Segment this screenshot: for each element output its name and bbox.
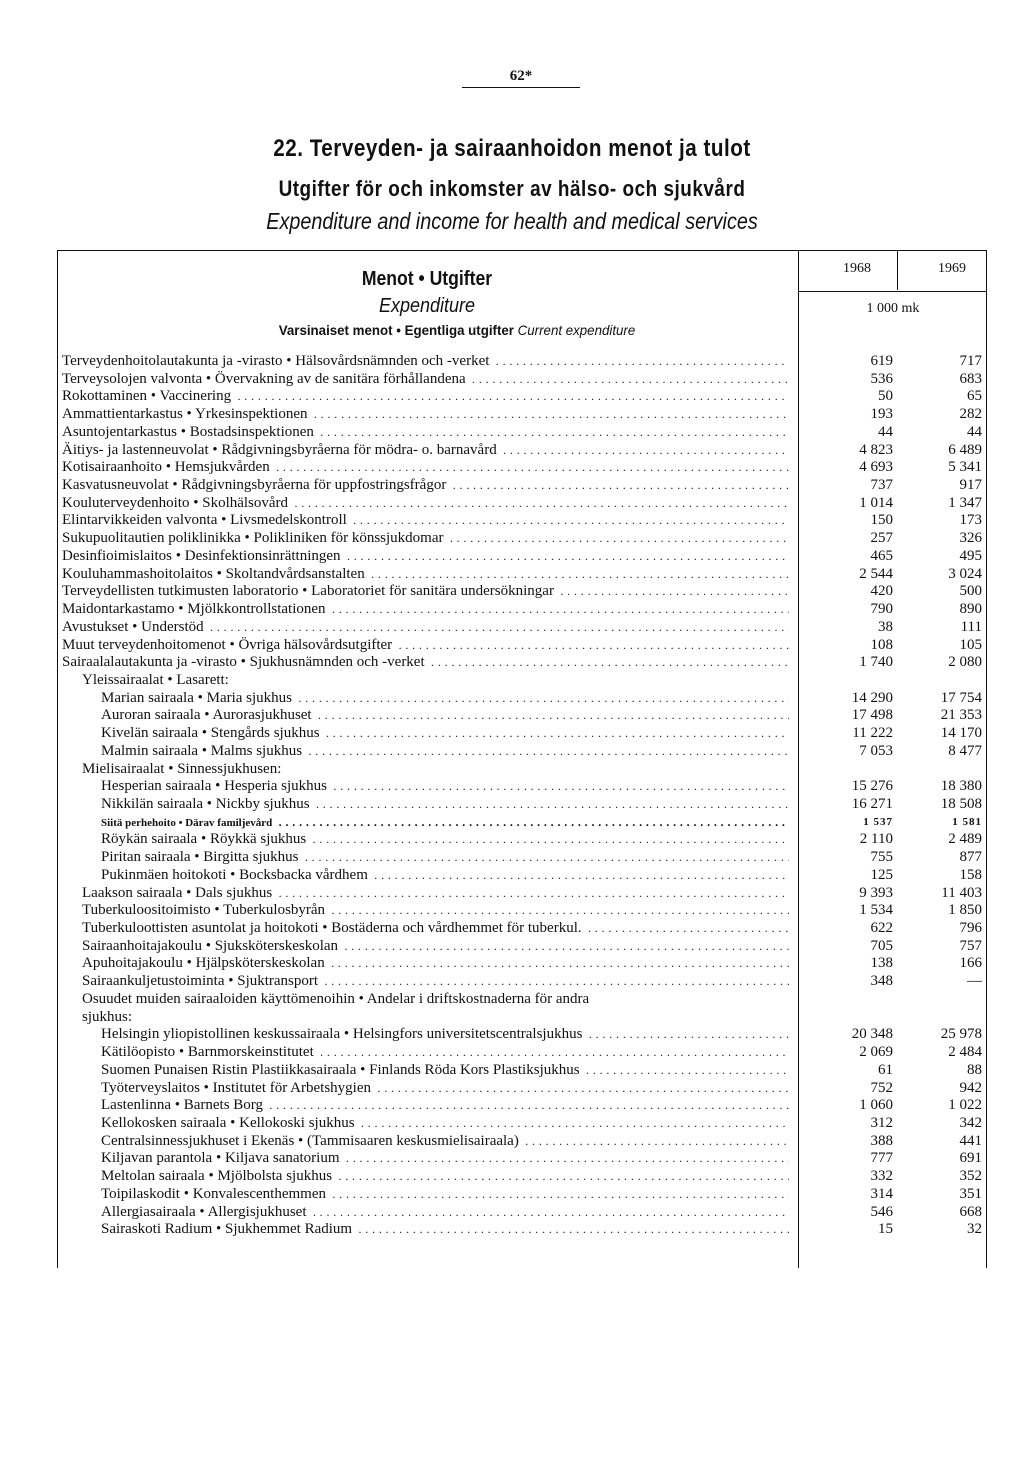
value-1968: 737 xyxy=(870,477,893,494)
row-label xyxy=(82,991,789,1009)
table-row xyxy=(57,601,987,619)
table-row xyxy=(57,743,987,761)
value-1969: 14 170 xyxy=(940,725,982,742)
row-label-text: Lastenlinna • Barnets Borg xyxy=(101,1097,266,1113)
value-1968: 546 xyxy=(870,1203,893,1220)
table-row xyxy=(57,1026,987,1044)
value-1968: 38 xyxy=(878,618,893,635)
value-1969: 25 978 xyxy=(940,1026,982,1043)
table-row xyxy=(57,1062,987,1080)
row-label xyxy=(82,1009,789,1027)
row-label xyxy=(101,1044,789,1062)
row-label-text: Sairaalalautakunta ja -virasto • Sjukhusnämnden och -verket xyxy=(62,654,428,670)
row-label xyxy=(62,530,789,548)
row-label xyxy=(62,512,789,530)
header-expenditure: Expenditure xyxy=(378,295,476,317)
table-row xyxy=(57,902,987,920)
row-label xyxy=(82,920,789,938)
row-label-text: Laakson sairaala • Dals sjukhus xyxy=(82,885,275,901)
table-top-rule xyxy=(57,250,987,251)
row-label xyxy=(62,371,789,389)
value-1969: 18 508 xyxy=(940,796,982,812)
value-1968: 332 xyxy=(870,1168,893,1185)
value-1968: 257 xyxy=(870,530,893,547)
row-label xyxy=(62,459,789,477)
value-1968: 16 271 xyxy=(851,796,893,812)
value-1969: 717 xyxy=(959,353,982,369)
row-label-text: Mielisairaalat • Sinnessjukhusen: xyxy=(82,761,284,777)
row-label-text: Yleissairaalat • Lasarett: xyxy=(82,672,232,688)
table-row xyxy=(57,867,987,885)
row-label-text: Kätilöopisto • Barnmorskeinstitutet xyxy=(101,1044,317,1060)
row-label xyxy=(101,831,789,849)
value-1969: 173 xyxy=(959,512,982,529)
row-label xyxy=(101,707,789,725)
value-1969: 500 xyxy=(959,583,982,600)
value-1968: 15 276 xyxy=(851,778,893,795)
value-1969: 2 080 xyxy=(948,654,982,671)
value-1968: 193 xyxy=(870,406,893,423)
value-1968: 465 xyxy=(870,547,893,564)
value-1968: 420 xyxy=(870,583,893,600)
row-label xyxy=(101,849,789,867)
table-row xyxy=(57,459,987,477)
value-1968: 2 069 xyxy=(859,1044,893,1061)
table-row xyxy=(57,371,987,389)
value-1969: 1 022 xyxy=(948,1097,982,1114)
row-label-text: Rokottaminen • Vaccinering xyxy=(62,388,234,404)
row-label-text: Pukinmäen hoitokoti • Bocksbacka vårdhem xyxy=(101,867,371,883)
table-row xyxy=(57,1009,987,1027)
row-label xyxy=(101,778,789,796)
value-1968: 1 537 xyxy=(863,815,893,828)
value-1968: 7 053 xyxy=(859,742,893,759)
table-row xyxy=(57,583,987,601)
row-label-text: Piritan sairaala • Birgitta sjukhus xyxy=(101,849,301,865)
value-1968: 150 xyxy=(870,512,893,529)
value-1968: 1 534 xyxy=(859,902,893,919)
row-label xyxy=(82,761,789,779)
value-1969: 495 xyxy=(959,547,982,564)
row-label xyxy=(101,867,789,885)
row-label-text: Marian sairaala • Maria sjukhus xyxy=(101,690,295,706)
row-label xyxy=(62,477,789,495)
header-current-expenditure xyxy=(201,322,714,338)
value-1969: 1 347 xyxy=(948,494,982,511)
row-label-text: Siitä perhehoito • Därav familjevård xyxy=(101,817,275,829)
table-row xyxy=(57,707,987,725)
table-row xyxy=(57,619,987,637)
row-label xyxy=(101,1080,789,1098)
row-label xyxy=(101,725,789,743)
table-row xyxy=(57,1044,987,1062)
unit-rule xyxy=(799,291,987,292)
value-1969: 3 024 xyxy=(948,565,982,582)
row-label xyxy=(82,973,789,991)
table-row xyxy=(57,353,987,371)
row-label xyxy=(62,654,789,672)
value-1968: 2 110 xyxy=(859,831,893,848)
row-label-text: Sairaanhoitajakoulu • Sjuksköterskeskolan xyxy=(82,938,341,954)
value-1968: 61 xyxy=(878,1061,893,1078)
table-row xyxy=(57,424,987,442)
table-row xyxy=(57,761,987,779)
value-1968: 108 xyxy=(870,636,893,653)
value-1969: 5 341 xyxy=(948,459,982,476)
row-label-text: Suomen Punaisen Ristin Plastiikkasairaala • Finlands Röda Kors Plastiksjukhus xyxy=(101,1062,583,1078)
row-label xyxy=(101,690,789,708)
row-label-text: Auroran sairaala • Aurorasjukhuset xyxy=(101,707,315,723)
value-1968: 314 xyxy=(870,1185,893,1202)
table-row xyxy=(57,920,987,938)
value-1968: 312 xyxy=(870,1114,893,1131)
row-label-text: Kouluterveydenhoito • Skolhälsovård xyxy=(62,495,291,511)
value-1969: 917 xyxy=(959,477,982,494)
value-1968: 15 xyxy=(878,1221,893,1238)
header-current-en: Current expenditure xyxy=(517,322,636,338)
value-1968: 348 xyxy=(870,973,893,990)
row-label-text: Hesperian sairaala • Hesperia sjukhus xyxy=(101,778,330,794)
value-1968: 125 xyxy=(870,866,893,883)
row-label-text: Kivelän sairaala • Stengårds sjukhus xyxy=(101,725,323,741)
row-label-text: Tuberkuloottisten asuntolat ja hoitokoti • Bostäderna och vårdhemmet för tuberkul. xyxy=(82,920,585,936)
value-1969: 2 484 xyxy=(948,1044,982,1061)
value-1968: 20 348 xyxy=(851,1026,893,1043)
row-label xyxy=(101,814,789,833)
row-label xyxy=(62,388,789,406)
row-label-text: Malmin sairaala • Malms sjukhus xyxy=(101,743,305,759)
row-label xyxy=(82,902,789,920)
table-row xyxy=(57,477,987,495)
value-1969: 1 581 xyxy=(952,815,982,828)
row-label xyxy=(62,548,789,566)
table-row xyxy=(57,1204,987,1222)
value-1969: 65 xyxy=(967,388,982,405)
value-1969: 691 xyxy=(959,1150,982,1167)
value-1969: 105 xyxy=(959,636,982,653)
table-row xyxy=(57,885,987,903)
value-1969: 757 xyxy=(959,937,982,954)
value-1968: 619 xyxy=(870,353,893,369)
value-1968: 4 823 xyxy=(859,441,893,458)
table-row xyxy=(57,955,987,973)
table-row xyxy=(57,938,987,956)
row-label xyxy=(82,885,789,903)
value-1969: 351 xyxy=(959,1185,982,1202)
value-1969: 32 xyxy=(967,1221,982,1238)
header-menot: Menot • Utgifter xyxy=(361,268,493,290)
value-1969: 1 850 xyxy=(948,902,982,919)
row-label-text: Työterveyslaitos • Institutet för Arbetshygien xyxy=(101,1080,374,1096)
value-1968: 4 693 xyxy=(859,459,893,476)
table-title-swedish: Utgifter för och inkomster av hälso- och sjukvård xyxy=(278,176,746,201)
row-label-text: Terveydellisten tutkimusten laboratorio • Laboratoriet för sanitära undersökningar xyxy=(62,583,557,599)
row-label xyxy=(62,424,789,442)
value-1969: 326 xyxy=(959,530,982,547)
row-label-text: Sukupuolitautien poliklinikka • Polikliniken för könssjukdomar xyxy=(62,530,446,546)
table-row xyxy=(57,778,987,796)
value-1969: — xyxy=(967,973,982,990)
value-1968: 1 060 xyxy=(859,1097,893,1114)
row-label-text: Äitiys- ja lastenneuvolat • Rådgivningsbyråerna för mödra- o. barnavård xyxy=(62,442,500,458)
header-unit: 1 000 mk xyxy=(866,301,920,316)
row-label-text: Allergiasairaala • Allergisjukhuset xyxy=(101,1204,309,1220)
table-row xyxy=(57,849,987,867)
value-1969: 2 489 xyxy=(948,831,982,848)
value-1969: 877 xyxy=(959,849,982,866)
value-1968: 705 xyxy=(870,937,893,954)
value-1969: 441 xyxy=(959,1132,982,1149)
row-label xyxy=(82,955,789,973)
row-label-text: Terveydenhoitolautakunta ja -virasto • Hälsovårdsnämnden och -verket xyxy=(62,353,492,369)
value-1969: 166 xyxy=(959,955,982,972)
table-row xyxy=(57,991,987,1009)
table-row xyxy=(57,388,987,406)
table-title-english: Expenditure and income for health and medical services xyxy=(266,208,758,234)
row-label-text: Maidontarkastamo • Mjölkkontrollstationen xyxy=(62,601,329,617)
table-row xyxy=(57,442,987,460)
value-1969: 111 xyxy=(960,618,982,635)
row-label xyxy=(101,1150,789,1168)
value-1969: 342 xyxy=(959,1114,982,1131)
value-1968: 50 xyxy=(878,388,893,405)
value-1968: 14 290 xyxy=(851,689,893,706)
row-label xyxy=(62,601,789,619)
row-label-text: Helsingin yliopistollinen keskussairaala • Helsingfors universitetscentralsjukhus xyxy=(101,1026,585,1042)
row-label-text: Osuudet muiden sairaaloiden käyttömenoihin • Andelar i driftskostnaderna för andra xyxy=(82,991,592,1007)
row-label xyxy=(101,1168,789,1186)
row-label xyxy=(101,1133,789,1151)
table-row xyxy=(57,1186,987,1204)
row-label-text: Kasvatusneuvolat • Rådgivningsbyråerna för uppfostringsfrågor xyxy=(62,477,449,493)
value-1968: 1 740 xyxy=(859,654,893,671)
table-row xyxy=(57,530,987,548)
row-label xyxy=(62,619,789,637)
value-1968: 44 xyxy=(878,423,893,440)
value-1969: 11 403 xyxy=(941,884,982,901)
row-label-text: Apuhoitajakoulu • Hjälpsköterskeskolan xyxy=(82,955,328,971)
row-label-text: Kouluhammashoitolaitos • Skoltandvårdsanstalten xyxy=(62,566,368,582)
value-1968: 790 xyxy=(870,601,893,618)
table-row xyxy=(57,1133,987,1151)
value-1969: 18 380 xyxy=(940,778,982,795)
table-row xyxy=(57,796,987,814)
row-label-text: Asuntojentarkastus • Bostadsinspektionen xyxy=(62,424,317,440)
table-row xyxy=(57,1168,987,1186)
table-row xyxy=(57,548,987,566)
table-row xyxy=(57,566,987,584)
row-label xyxy=(101,796,789,814)
table-row xyxy=(57,973,987,991)
row-label xyxy=(62,495,789,513)
value-1969: 683 xyxy=(959,370,982,387)
table-row xyxy=(57,814,987,832)
value-1969: 6 489 xyxy=(948,441,982,458)
row-label xyxy=(101,1115,789,1133)
table-row xyxy=(57,1080,987,1098)
header-year-1969: 1969 xyxy=(938,261,966,276)
row-label-text: Centralsinnessjukhuset i Ekenäs • (Tammisaaren keskusmielisairaala) xyxy=(101,1133,522,1149)
value-1969: 8 477 xyxy=(948,742,982,759)
row-label-text: Röykän sairaala • Röykkä sjukhus xyxy=(101,831,309,847)
row-label-text: Terveysolojen valvonta • Övervakning av de sanitära förhållandena xyxy=(62,371,469,387)
value-1969: 282 xyxy=(959,406,982,423)
row-label xyxy=(101,1204,789,1222)
row-label xyxy=(101,1062,789,1080)
table-row xyxy=(57,725,987,743)
value-1968: 388 xyxy=(870,1132,893,1149)
row-label xyxy=(101,1097,789,1115)
value-1968: 138 xyxy=(870,955,893,972)
value-1968: 1 014 xyxy=(859,494,893,511)
value-1969: 17 754 xyxy=(940,689,982,706)
value-1969: 942 xyxy=(959,1079,982,1096)
value-1969: 44 xyxy=(967,423,982,440)
expenditure-table xyxy=(57,250,987,1268)
row-label-text: Muut terveydenhoitomenot • Övriga hälsovårdsutgifter xyxy=(62,637,395,653)
row-label-text: Meltolan sairaala • Mjölbolsta sjukhus xyxy=(101,1168,335,1184)
row-label-text: Kotisairaanhoito • Hemsjukvården xyxy=(62,459,273,475)
row-label-text: Elintarvikkeiden valvonta • Livsmedelskontroll xyxy=(62,512,350,528)
table-row xyxy=(57,690,987,708)
table-row xyxy=(57,1150,987,1168)
value-1968: 622 xyxy=(870,920,893,937)
value-1968: 752 xyxy=(870,1079,893,1096)
row-label xyxy=(82,938,789,956)
row-label-text: Ammattientarkastus • Yrkesinspektionen xyxy=(62,406,310,422)
value-1969: 352 xyxy=(959,1168,982,1185)
value-1968: 17 498 xyxy=(851,707,893,724)
row-label xyxy=(101,1221,789,1239)
value-1968: 777 xyxy=(870,1150,893,1167)
row-label-text: Nikkilän sairaala • Nickby sjukhus xyxy=(101,796,313,812)
value-1968: 9 393 xyxy=(859,884,893,901)
value-1969: 158 xyxy=(959,866,982,883)
value-1969: 796 xyxy=(959,920,982,937)
row-label xyxy=(101,1186,789,1204)
table-title-finnish: 22. Terveyden- ja sairaanhoidon menot ja tulot xyxy=(273,135,751,162)
row-label xyxy=(62,583,789,601)
table-row xyxy=(57,672,987,690)
table-row xyxy=(57,1097,987,1115)
header-current-fi-sv: Varsinaiset menot • Egentliga utgifter xyxy=(278,322,514,338)
table-row xyxy=(57,831,987,849)
page-number: 62* xyxy=(462,68,580,88)
table-row xyxy=(57,512,987,530)
row-label xyxy=(101,1026,789,1044)
table-row xyxy=(57,1221,987,1239)
table-row xyxy=(57,1115,987,1133)
row-label xyxy=(101,743,789,761)
row-label-text: Kellokosken sairaala • Kellokoski sjukhus xyxy=(101,1115,358,1131)
table-row xyxy=(57,654,987,672)
value-1968: 755 xyxy=(870,849,893,866)
row-label xyxy=(62,406,789,424)
value-1968: 2 544 xyxy=(859,565,893,582)
row-label-text: Tuberkuloositoimisto • Tuberkulosbyrån xyxy=(82,902,328,918)
row-label xyxy=(62,566,789,584)
row-label xyxy=(62,442,789,460)
row-label-text: Sairaskoti Radium • Sjukhemmet Radium xyxy=(101,1221,355,1237)
row-label xyxy=(62,637,789,655)
value-1969: 668 xyxy=(959,1203,982,1220)
header-year-1968: 1968 xyxy=(843,261,871,276)
row-label-text: Sairaankuljetustoiminta • Sjuktransport xyxy=(82,973,321,989)
row-label-text: Desinfioimislaitos • Desinfektionsinrättningen xyxy=(62,548,344,564)
value-1969: 890 xyxy=(959,601,982,618)
row-label-text: Avustukset • Understöd xyxy=(62,619,207,635)
value-1969: 21 353 xyxy=(940,707,982,724)
table-row xyxy=(57,495,987,513)
value-1968: 536 xyxy=(870,370,893,387)
year-divider xyxy=(897,250,898,290)
value-1968: 11 222 xyxy=(852,725,893,742)
row-label-text: Toipilaskodit • Konvalescenthemmen xyxy=(101,1186,329,1202)
row-label xyxy=(82,672,789,690)
row-label-text: sjukhus: xyxy=(82,1009,135,1025)
table-row xyxy=(57,637,987,655)
table-row xyxy=(57,406,987,424)
row-label xyxy=(62,353,789,371)
row-label-text: Kiljavan parantola • Kiljava sanatorium xyxy=(101,1150,343,1166)
value-1969: 88 xyxy=(967,1061,982,1078)
